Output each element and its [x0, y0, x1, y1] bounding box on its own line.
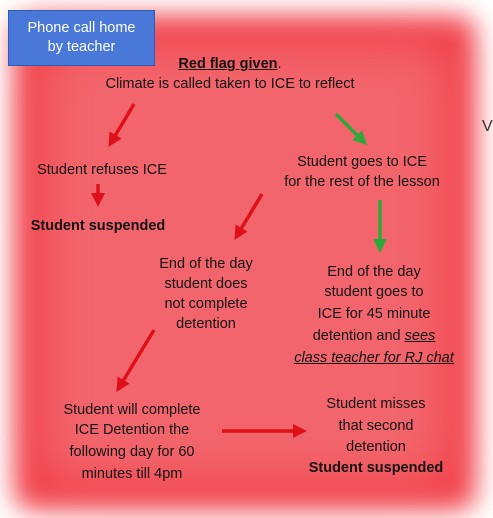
goes-45-line4-plain: detention and — [312, 328, 405, 344]
goes-ice-line1: Student goes to ICE — [297, 154, 427, 170]
phone-box-line2: by teacher — [47, 39, 116, 55]
will-complete-line4: minutes till 4pm — [81, 466, 183, 482]
not-complete-line3: not complete — [164, 296, 248, 312]
goes-45-line4-sees: sees — [404, 328, 436, 344]
goes-45-line2: student goes to — [324, 284, 424, 300]
goes-45-line1: End of the day — [327, 264, 421, 280]
not-complete-line2: student does — [164, 276, 248, 292]
will-complete-line1: Student will complete — [63, 402, 201, 418]
goes-ice-line2: for the rest of the lesson — [284, 174, 440, 190]
goes-45-line5: class teacher for RJ chat — [294, 350, 454, 366]
misses-line1: Student misses — [326, 396, 426, 412]
red-arrow-to-will-complete — [120, 330, 154, 386]
misses-line2: that second — [338, 418, 414, 434]
climate-called-text: Climate is called taken to ICE to reflect — [105, 76, 355, 92]
misses-line4: Student suspended — [308, 460, 444, 476]
will-complete-line3: following day for 60 — [69, 444, 195, 460]
refuses-ice-text: Student refuses ICE — [37, 162, 167, 178]
red-arrow-to-refuses — [112, 104, 134, 141]
green-arrow-to-goes-ice — [336, 114, 362, 140]
goes-45-line3: ICE for 45 minute — [317, 306, 431, 322]
red-arrow-to-not-complete — [238, 194, 262, 234]
not-complete-line4: detention — [176, 316, 236, 332]
suspended-text-1: Student suspended — [30, 218, 166, 234]
edge-text-fragment: V — [482, 118, 493, 135]
red-flag-title-text: Red flag given — [178, 56, 278, 72]
red-flag-title-suffix: . — [277, 56, 282, 72]
will-complete-line2: ICE Detention the — [74, 422, 190, 438]
misses-line3: detention — [346, 439, 406, 455]
not-complete-line1: End of the day — [159, 256, 253, 272]
phone-box-line1: Phone call home — [27, 20, 136, 36]
